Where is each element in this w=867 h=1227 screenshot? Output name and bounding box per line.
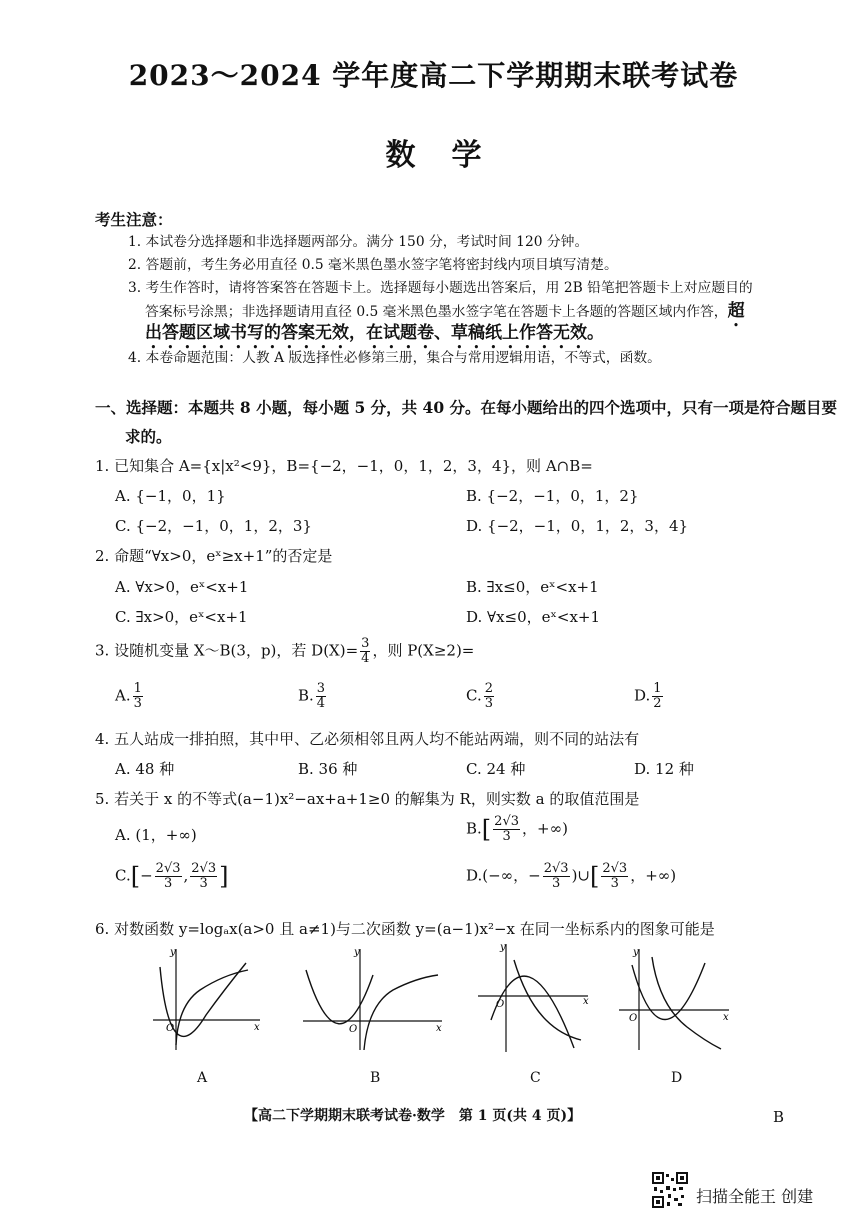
question-3-fraction [360, 637, 370, 666]
y-axis-label: y [500, 942, 506, 953]
fraction-numerator: 2√3 [494, 814, 519, 829]
question-1-option-a: A. {−1，0，1} [115, 487, 226, 505]
y-axis-label: y [354, 947, 360, 958]
question-5-option-a: A. (1，+∞) [115, 826, 197, 844]
question-6-stem: 6. 对数函数 y=logₐx(a>0 且 a≠1)与二次函数 y=(a−1)x²−x 在同一坐标系内的图象可能是 [95, 920, 715, 938]
fraction-denominator: 3 [163, 876, 173, 891]
question-3-option-a [115, 682, 145, 711]
notice-heading: 考生注意： [95, 210, 173, 229]
left-bracket: [ [590, 862, 600, 891]
fraction-numerator: 3 [316, 681, 326, 696]
option-label: B. [298, 686, 314, 705]
graph-d [617, 945, 737, 1055]
fraction-numerator: 3 [361, 636, 370, 651]
notice-emphasis-start: 超 [727, 301, 745, 321]
fraction-denominator: 4 [316, 696, 326, 711]
section-heading-line-1: 一、选择题：本题共 8 小题，每小题 5 分，共 40 分。在每小题给出的四个选项中，只有一项是符合题目要 [95, 398, 838, 417]
exam-title: 2023～2024 学年度高二下学期期末联考试卷 [128, 59, 739, 92]
graph-a [148, 945, 268, 1055]
graph-b [298, 945, 448, 1055]
question-3-stem-end: ，则 P(X≥2)= [372, 641, 475, 660]
x-axis-label: x [254, 1022, 260, 1033]
fraction-numerator: 2 [484, 681, 493, 696]
right-bracket: ] [219, 862, 229, 891]
x-axis-label: x [436, 1023, 442, 1034]
subject-title: 数学 [385, 138, 518, 173]
notice-item-1: 1. 本试卷分选择题和非选择题两部分。满分 150 分，考试时间 120 分钟。 [128, 234, 589, 250]
graph-a-label: A [197, 1070, 208, 1086]
fraction-denominator: 4 [361, 651, 370, 666]
option-fraction [493, 815, 520, 844]
question-5-option-c: C.[− $\frac{2√3}{3}$ , $\frac{2√3}{3}$ ] [115, 861, 229, 891]
question-2-option-a: A. ∀x>0，eˣ<x+1 [115, 578, 249, 596]
question-4-option-b: B. 36 种 [298, 760, 358, 778]
question-3-option-c [466, 682, 496, 711]
graph-b-label: B [370, 1070, 381, 1086]
x-axis-label: x [723, 1012, 729, 1023]
y-axis-label: y [170, 947, 176, 958]
question-2-option-d: D. ∀x≤0，eˣ<x+1 [466, 608, 601, 626]
question-3-option-b [298, 682, 328, 711]
left-bracket: [ [130, 862, 141, 891]
graph-c [476, 940, 596, 1055]
log-curve [514, 960, 581, 1040]
option-head: (−∞，− [482, 866, 541, 885]
page-footer: 【高二下学期期末联考试卷·数学 第 1 页(共 4 页)】 [244, 1108, 582, 1124]
fraction-denominator: 3 [610, 876, 619, 891]
x-axis-label: x [583, 996, 589, 1007]
fraction-denominator: 3 [133, 696, 142, 711]
option-label: A. [115, 686, 131, 705]
scanner-watermark: 扫描全能王 创建 [696, 1187, 814, 1206]
option-fraction [652, 682, 662, 711]
question-4-option-a: A. 48 种 [115, 760, 175, 778]
option-fraction [190, 862, 217, 891]
option-fraction [155, 862, 182, 891]
option-fraction [601, 862, 628, 891]
question-3-option-d [634, 682, 665, 711]
option-middle: )∪ [571, 866, 590, 885]
notice-item-4: 4. 本卷命题范围：人教 A 版选择性必修第三册，集合与常用逻辑用语，不等式，函数。 [128, 350, 661, 366]
option-label: C. [115, 866, 131, 885]
parabola-curve [491, 976, 574, 1048]
question-4-stem: 4. 五人站成一排拍照，其中甲、乙必须相邻且两人均不能站两端，则不同的站法有 [95, 730, 640, 748]
option-tail: ，+∞) [522, 819, 568, 838]
parabola-curve [632, 963, 705, 1020]
fraction-denominator: 2 [653, 696, 662, 711]
question-1-option-c: C. {−2，−1，0，1，2，3} [115, 517, 312, 535]
graph-d-label: D [671, 1070, 683, 1086]
question-2-option-c: C. ∃x>0，eˣ<x+1 [115, 608, 248, 626]
option-fraction [133, 682, 143, 711]
question-5-option-b [466, 815, 568, 844]
notice-emphasis: 出答题区域书写的答案无效，在试题卷、草稿纸上作答无效。 [145, 323, 604, 343]
option-label: B. [466, 819, 482, 838]
fraction-numerator: 2√3 [155, 861, 181, 876]
fraction-denominator: 3 [484, 696, 493, 711]
question-1-stem: 1. 已知集合 A={x|x²<9}，B={−2，−1，0，1，2，3，4}，则 A∩B= [95, 457, 593, 475]
question-1-option-d: D. {−2，−1，0，1，2，3，4} [466, 517, 689, 535]
left-bracket: [ [481, 815, 492, 844]
fraction-numerator: 1 [133, 681, 142, 696]
qr-code-icon [652, 1172, 688, 1208]
fraction-denominator: 3 [552, 876, 561, 891]
origin-label: O [496, 999, 505, 1010]
y-axis-label: y [633, 947, 639, 958]
question-2-option-b: B. ∃x≤0，eˣ<x+1 [466, 578, 599, 596]
fraction-denominator: 3 [502, 829, 511, 844]
option-fraction [543, 862, 570, 891]
section-heading-line-2: 求的。 [125, 427, 172, 446]
question-1-option-b: B. {−2，−1，0，1，2} [466, 487, 639, 505]
question-3-stem-start: 3. 设随机变量 X～B(3，p)，若 D(X)= [95, 641, 359, 660]
fraction-numerator: 1 [653, 681, 662, 696]
edge-letter: B [773, 1108, 785, 1126]
fraction-denominator: 3 [199, 876, 208, 891]
question-5-stem: 5. 若关于 x 的不等式(a−1)x²−ax+a+1≥0 的解集为 R，则实数 a 的取值范围是 [95, 790, 640, 808]
fraction-numerator: 2√3 [602, 861, 628, 876]
origin-label: O [166, 1023, 175, 1034]
notice-item-3-line-1: 3. 考生作答时，请将答案答在答题卡上。选择题每小题选出答案后，用 2B 铅笔把答题卡上对应题目的 [128, 280, 753, 296]
option-fraction [484, 682, 494, 711]
option-tail: ，+∞) [630, 866, 677, 885]
notice-item-2: 2. 答题前，考生务必用直径 0.5 毫米黑色墨水签字笔将密封线内项目填写清楚。 [128, 257, 618, 273]
log-curve [364, 975, 438, 1050]
option-label: C. [466, 686, 482, 705]
option-label: D. [466, 866, 483, 885]
origin-label: O [349, 1024, 358, 1035]
question-5-option-d [466, 862, 676, 891]
notice-item-3-text: 答案标号涂黑；非选择题请用直径 0.5 毫米黑色墨水签字笔在答题卡上各题的答题区域内作答， [145, 304, 728, 320]
origin-label: O [629, 1013, 638, 1024]
option-fraction [316, 682, 326, 711]
fraction-numerator: 2√3 [191, 861, 217, 876]
fraction-numerator: 2√3 [543, 861, 569, 876]
question-3-stem [95, 637, 474, 666]
parabola-curve [306, 970, 373, 1024]
option-label: D. [634, 686, 651, 705]
question-4-option-c: C. 24 种 [466, 760, 526, 778]
question-2-stem: 2. 命题“∀x>0，eˣ≥x+1”的否定是 [95, 547, 333, 565]
graph-c-label: C [530, 1070, 541, 1086]
question-4-option-d: D. 12 种 [634, 760, 694, 778]
